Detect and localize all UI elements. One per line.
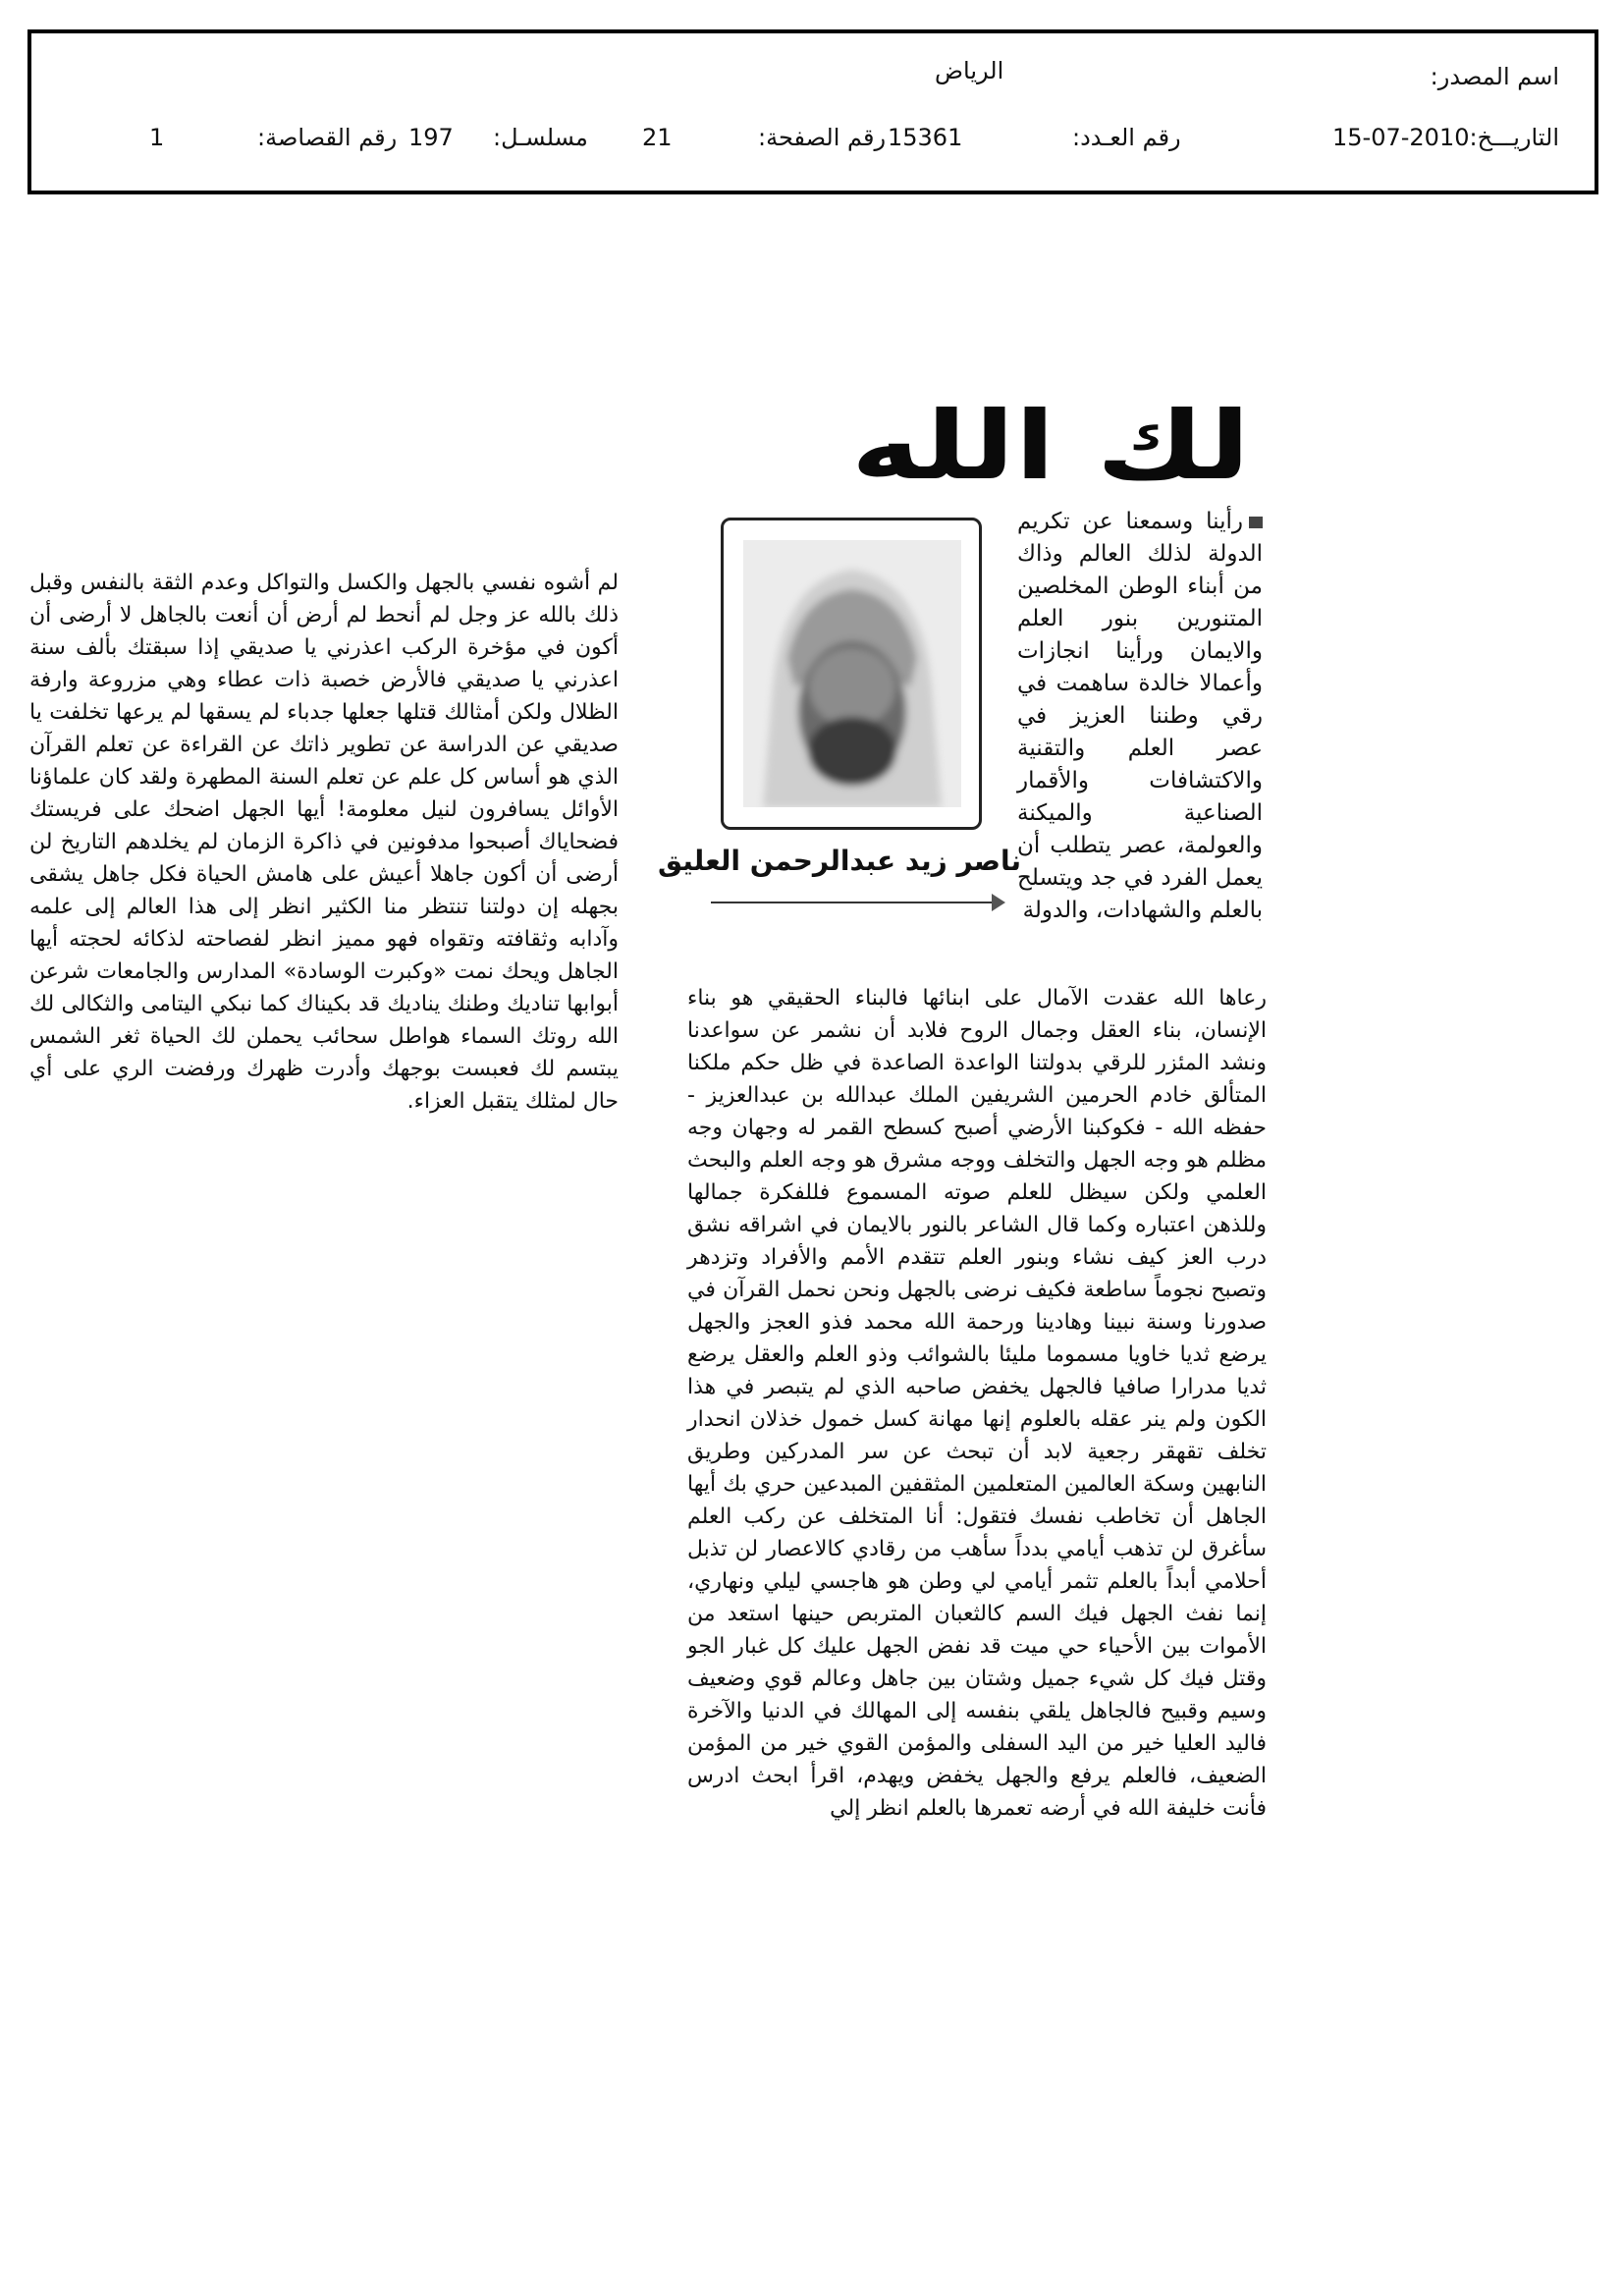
bullet-square-icon — [1249, 517, 1263, 528]
article-intro-column — [1017, 506, 1263, 927]
article-intro-text: رأينا وسمعنا عن تكريم الدولة لذلك العالم وذاك من أبناء الوطن المخلصين المتنورين بنور العلم والايمان ورأينا انجازات وأعمالا خالدة ساهمت في رقي وطننا العزيز في عصر العلم والتقنية والاكتشافات والأقمار الصناعية والميكنة والعولمة، عصر يتطلب أن يعمل الفرد في جد ويتسلح بالعلم والشهادات، والدولة — [1017, 509, 1263, 923]
source-label: اسم المصدر: — [1430, 63, 1559, 90]
issue-value: 15361 — [888, 124, 963, 151]
author-photo — [743, 540, 961, 807]
article-title: لك الله — [850, 391, 1251, 501]
author-arrow-icon — [992, 894, 1005, 911]
article-body-column: رعاها الله عقدت الآمال على ابنائها فالبناء الحقيقي هو بناء الإنسان، بناء العقل وجمال الروح فلابد أن نشمر عن سواعدنا ونشد المئزر للرقي بدولتنا الواعدة الصاعدة في ظل حكم ملكنا المتألق خادم الحرمين الشريفين الملك عبدالله بن عبدالعزيز - حفظه الله - فكوكبنا الأرضي أصبح كسطح القمر له وجهان وجه مظلم هو وجه الجهل والتخلف ووجه مشرق هو وجه العلم والبحث العلمي ولكن سيظل للعلم صوته المسموع فللفكرة جمالها وللذهن اعتباره وكما قال الشاعر بالنور بالايمان في اشراقه نشق درب العز كيف نشاء وبنور العلم تتقدم الأمم والأفراد وتزدهر وتصبح نجوماً ساطعة فكيف نرضى بالجهل ونحن نحمل القرآن في صدورنا وسنة نبينا وهادينا ورحمة الله محمد فذو العجز والجهل يرضع ثديا خاويا مسموما مليئا بالشوائب وذو العلم والعقل يرضع ثديا مدرارا صافيا فالجهل يخفض صاحبه الذي لم يتبصر في هذا الكون ولم ينر عقله بالعلوم إنها مهانة كسل خمول خذلان انحدار تخلف تقهقر رجعية لابد أن تبحث عن سر المدركين وطريق النابهين وسكة العالمين المتعلمين المثقفين المبدعين حري بك أيها الجاهل أن تخاطب نفسك فتقول: أنا المتخلف عن ركب العلم سأغرق لن تذهب أيامي بدداً سأهب من رقادي كالاعصار لن تذبل أحلامي أبداً بالعلم تثمر أيامي لي وطن هو هاجسي ليلي ونهاري، إنما نفث الجهل فيك السم كالثعبان المتربص حينها استعد من الأموات بين الأحياء حي ميت قد نفض الجهل عليك كل غبار الجو وقتل فيك كل شيء جميل وشتان بين جاهل وعالم قوي وضعيف وسيم وقبيح فالجاهل يلقي بنفسه إلى المهالك في الدنيا والآخرة فاليد العليا خير من اليد السفلى والمؤمن القوي خير من المؤمن الضعيف، فالعلم يرفع والجهل يخفض ويهدم، اقرأ ابحث ادرس فأنت خليفة الله في أرضه تعمرها بالعلم انظر إلي — [687, 986, 1267, 1821]
clip-number-label: رقم القصاصة: — [257, 124, 398, 151]
author-divider — [711, 902, 996, 903]
serial-label: مسلسـل: — [493, 124, 588, 151]
source-name: الرياض — [935, 57, 1004, 84]
article-continuation-column: لم أشوه نفسي بالجهل والكسل والتواكل وعدم الثقة بالنفس وقبل ذلك بالله عز وجل لم أنحط لم أرض أن أنعت بالجاهل لا أرضى أن أكون في مؤخرة الركب اعذرني يا صديقي إذا سبقتك بألف سنة اعذرني يا صديقي فالأرض خصبة ذات عطاء وهي مزروعة وارفة الظلال ولكن أمثالك قتلها جعلها جدباء لم يسقها لم يرعها تخلفت يا صديقي عن الدراسة عن تطوير ذاتك عن القراءة عن تعلم القرآن الذي هو أساس كل علم عن تعلم السنة المطهرة ولقد كان علماؤنا الأوائل يسافرون لنيل معلومة! أيها الجهل اضحك على فريستك فضحاياك أصبحوا مدفونين في ذاكرة الزمان لم يخلدهم التاريخ لن أرضى أن أكون جاهلا أعيش على هامش الحياة فكل جاهل يشقى بجهله إن دولتنا تنتظر منا الكثير انظر إلى هذا العالم إلى علمه وآدابه وثقافته وتقواه فهو مميز انظر لفصاحته لذكائه لحجته أيها الجاهل ويحك نمت «وكبرت الوسادة» المدارس والجامعات شرعن أبوابها تناديك وطنك يناديك قد بكيناك كما نبكي اليتامى والثكالى لك الله روتك السماء هواطل سحائب يحملن لك الحياة ثغر الشمس يبتسم لك فعبست بوجهك وأدرت ظهرك ورفضت الري على أي حال لمثلك يتقبل العزاء. — [29, 571, 619, 1114]
date-value: 15-07-2010 — [1332, 124, 1470, 151]
serial-value: 197 — [408, 124, 454, 151]
header-box — [27, 29, 1598, 194]
issue-label: رقم العـدد: — [1072, 124, 1181, 151]
author-photo-frame — [721, 518, 982, 830]
author-name: ناصر زيد عبدالرحمن العليق — [658, 845, 1021, 877]
page-value: 21 — [642, 124, 673, 151]
portrait-image — [743, 540, 961, 807]
date-label: التاريـــخ: — [1469, 124, 1559, 151]
page-label: رقم الصفحة: — [758, 124, 887, 151]
clip-number-value: 1 — [149, 124, 165, 151]
